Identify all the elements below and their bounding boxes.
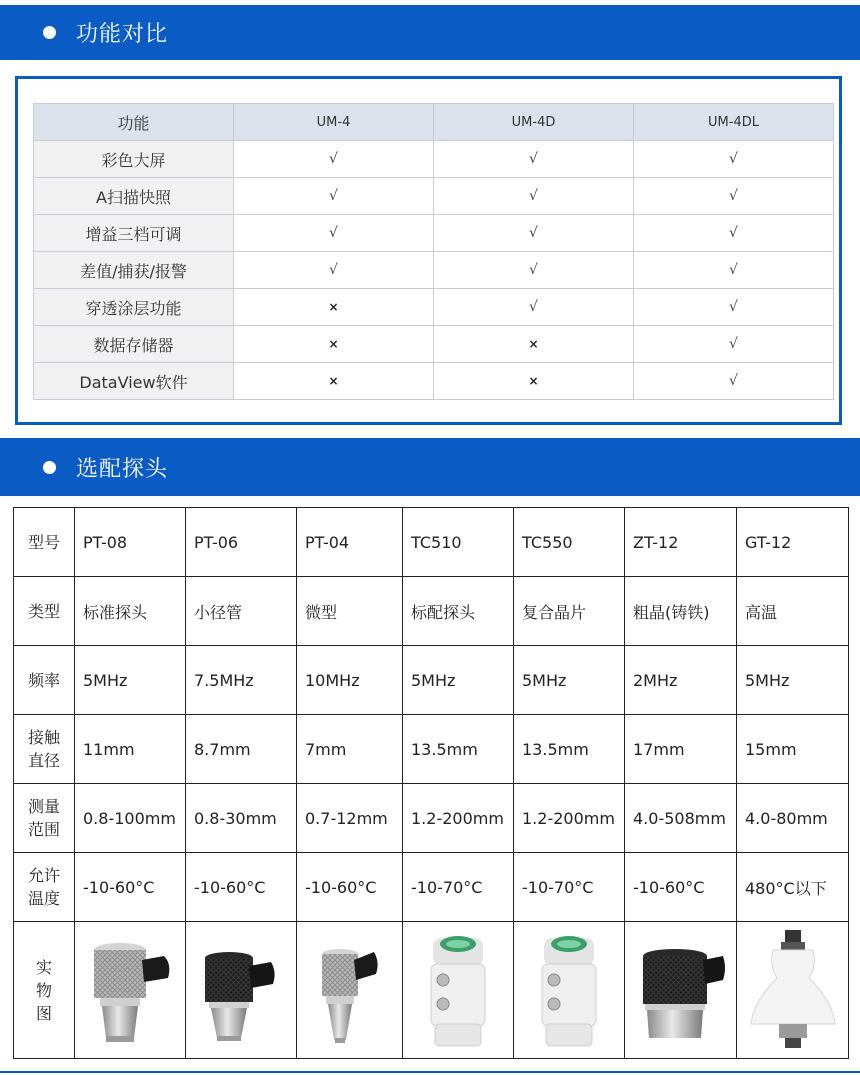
table-row xyxy=(14,646,849,715)
check-mark: √ xyxy=(234,178,434,215)
feature-name: 数据存储器 xyxy=(34,326,234,363)
bottom-divider xyxy=(0,1071,860,1073)
table-row xyxy=(34,141,834,178)
table-cell: 480°C以下 xyxy=(737,853,849,922)
row-label-line: 实 xyxy=(35,957,52,977)
table-cell: 10MHz xyxy=(297,646,403,715)
table-cell: 1.2-200mm xyxy=(403,784,514,853)
check-mark: √ xyxy=(434,252,634,289)
table-cell: GT-12 xyxy=(737,508,849,577)
table-cell: 1.2-200mm xyxy=(514,784,625,853)
table-row xyxy=(34,178,834,215)
cross-mark: × xyxy=(234,289,434,326)
table-cell: TC550 xyxy=(514,508,625,577)
table-cell: 微型 xyxy=(297,577,403,646)
function-comparison-table xyxy=(33,103,834,400)
probe-tc550-image xyxy=(524,928,614,1053)
table-cell: 5MHz xyxy=(75,646,186,715)
check-mark: √ xyxy=(634,178,834,215)
table-row xyxy=(34,215,834,252)
probe-photo-gt12 xyxy=(737,922,849,1059)
header-um4dl: UM-4DL xyxy=(634,104,834,141)
check-mark: √ xyxy=(434,178,634,215)
row-label-line: 物 xyxy=(35,980,52,1000)
table-cell: 0.7-12mm xyxy=(297,784,403,853)
table-cell: 高温 xyxy=(737,577,849,646)
row-label: 类型 xyxy=(14,577,75,646)
section-banner-optional-probes xyxy=(0,438,860,496)
row-label-line: 图 xyxy=(35,1003,52,1023)
table-cell: 13.5mm xyxy=(403,715,514,784)
row-label-line: 温度 xyxy=(27,889,60,908)
feature-name: 差值/捕获/报警 xyxy=(34,252,234,289)
check-mark: √ xyxy=(234,215,434,252)
probe-tc510-image xyxy=(413,928,503,1053)
table-cell: -10-60°C xyxy=(297,853,403,922)
table-cell: 5MHz xyxy=(403,646,514,715)
check-mark: √ xyxy=(434,141,634,178)
table-cell: 13.5mm xyxy=(514,715,625,784)
check-mark: √ xyxy=(634,141,834,178)
probe-pt06-image xyxy=(191,930,291,1050)
table-cell: 复合晶片 xyxy=(514,577,625,646)
probe-photo-pt06 xyxy=(186,922,297,1059)
table-cell: 4.0-508mm xyxy=(625,784,737,853)
probe-gt12-image xyxy=(743,926,843,1054)
check-mark: √ xyxy=(634,326,834,363)
feature-name: 彩色大屏 xyxy=(34,141,234,178)
cross-mark: × xyxy=(234,363,434,400)
feature-name: A扫描快照 xyxy=(34,178,234,215)
bullet-dot-icon xyxy=(43,461,56,474)
table-cell: 7.5MHz xyxy=(186,646,297,715)
check-mark: √ xyxy=(234,252,434,289)
row-label xyxy=(14,922,75,1059)
comparison-frame xyxy=(15,76,842,425)
cross-mark: × xyxy=(434,326,634,363)
table-cell: 5MHz xyxy=(737,646,849,715)
table-cell: 7mm xyxy=(297,715,403,784)
check-mark: √ xyxy=(634,215,834,252)
header-feature: 功能 xyxy=(34,104,234,141)
table-cell: 小径管 xyxy=(186,577,297,646)
probe-photo-tc510 xyxy=(403,922,514,1059)
table-cell: 4.0-80mm xyxy=(737,784,849,853)
table-row xyxy=(14,508,849,577)
table-row xyxy=(34,289,834,326)
header-um4: UM-4 xyxy=(234,104,434,141)
check-mark: √ xyxy=(434,215,634,252)
table-cell: 标准探头 xyxy=(75,577,186,646)
row-label-line: 允许 xyxy=(27,866,60,885)
cross-mark: × xyxy=(434,363,634,400)
table-cell: -10-60°C xyxy=(75,853,186,922)
table-cell: 8.7mm xyxy=(186,715,297,784)
row-label xyxy=(14,715,75,784)
row-label-line: 直径 xyxy=(27,751,60,770)
table-row xyxy=(34,363,834,400)
table-cell: -10-60°C xyxy=(625,853,737,922)
table-cell: -10-60°C xyxy=(186,853,297,922)
section-title: 功能对比 xyxy=(76,22,169,47)
bullet-dot-icon xyxy=(43,26,56,39)
probe-spec-table xyxy=(13,507,849,1059)
check-mark: √ xyxy=(634,289,834,326)
table-cell: PT-06 xyxy=(186,508,297,577)
row-label: 频率 xyxy=(14,646,75,715)
probe-zt12-image xyxy=(631,930,731,1050)
section-title: 选配探头 xyxy=(76,456,169,482)
table-cell: TC510 xyxy=(403,508,514,577)
table-row xyxy=(14,853,849,922)
check-mark: √ xyxy=(634,252,834,289)
table-row xyxy=(14,784,849,853)
probe-photo-pt08 xyxy=(75,922,186,1059)
table-cell: -10-70°C xyxy=(514,853,625,922)
table-header-row xyxy=(34,104,834,141)
section-banner-function-compare xyxy=(0,5,860,60)
cross-mark: × xyxy=(234,326,434,363)
feature-name: 穿透涂层功能 xyxy=(34,289,234,326)
probe-photo-tc550 xyxy=(514,922,625,1059)
row-label xyxy=(14,784,75,853)
photo-row xyxy=(14,922,849,1059)
table-cell: ZT-12 xyxy=(625,508,737,577)
feature-name: 增益三档可调 xyxy=(34,215,234,252)
table-cell: 0.8-30mm xyxy=(186,784,297,853)
table-cell: -10-70°C xyxy=(403,853,514,922)
row-label-line: 接触 xyxy=(27,728,60,747)
row-label-line: 范围 xyxy=(27,820,60,839)
probe-pt04-image xyxy=(300,930,400,1050)
table-cell: 标配探头 xyxy=(403,577,514,646)
feature-name: DataView软件 xyxy=(34,363,234,400)
row-label: 型号 xyxy=(14,508,75,577)
row-label-line: 测量 xyxy=(27,797,60,816)
table-cell: 0.8-100mm xyxy=(75,784,186,853)
table-cell: 粗晶(铸铁) xyxy=(625,577,737,646)
table-cell: PT-04 xyxy=(297,508,403,577)
row-label xyxy=(14,853,75,922)
table-cell: 15mm xyxy=(737,715,849,784)
table-row xyxy=(14,577,849,646)
probe-photo-pt04 xyxy=(297,922,403,1059)
table-row xyxy=(14,715,849,784)
table-cell: 5MHz xyxy=(514,646,625,715)
check-mark: √ xyxy=(434,289,634,326)
check-mark: √ xyxy=(234,141,434,178)
table-row xyxy=(34,326,834,363)
table-cell: 11mm xyxy=(75,715,186,784)
table-row xyxy=(34,252,834,289)
table-cell: PT-08 xyxy=(75,508,186,577)
table-cell: 17mm xyxy=(625,715,737,784)
probe-pt08-image xyxy=(80,930,180,1050)
check-mark: √ xyxy=(634,363,834,400)
table-cell: 2MHz xyxy=(625,646,737,715)
header-um4d: UM-4D xyxy=(434,104,634,141)
probe-photo-zt12 xyxy=(625,922,737,1059)
